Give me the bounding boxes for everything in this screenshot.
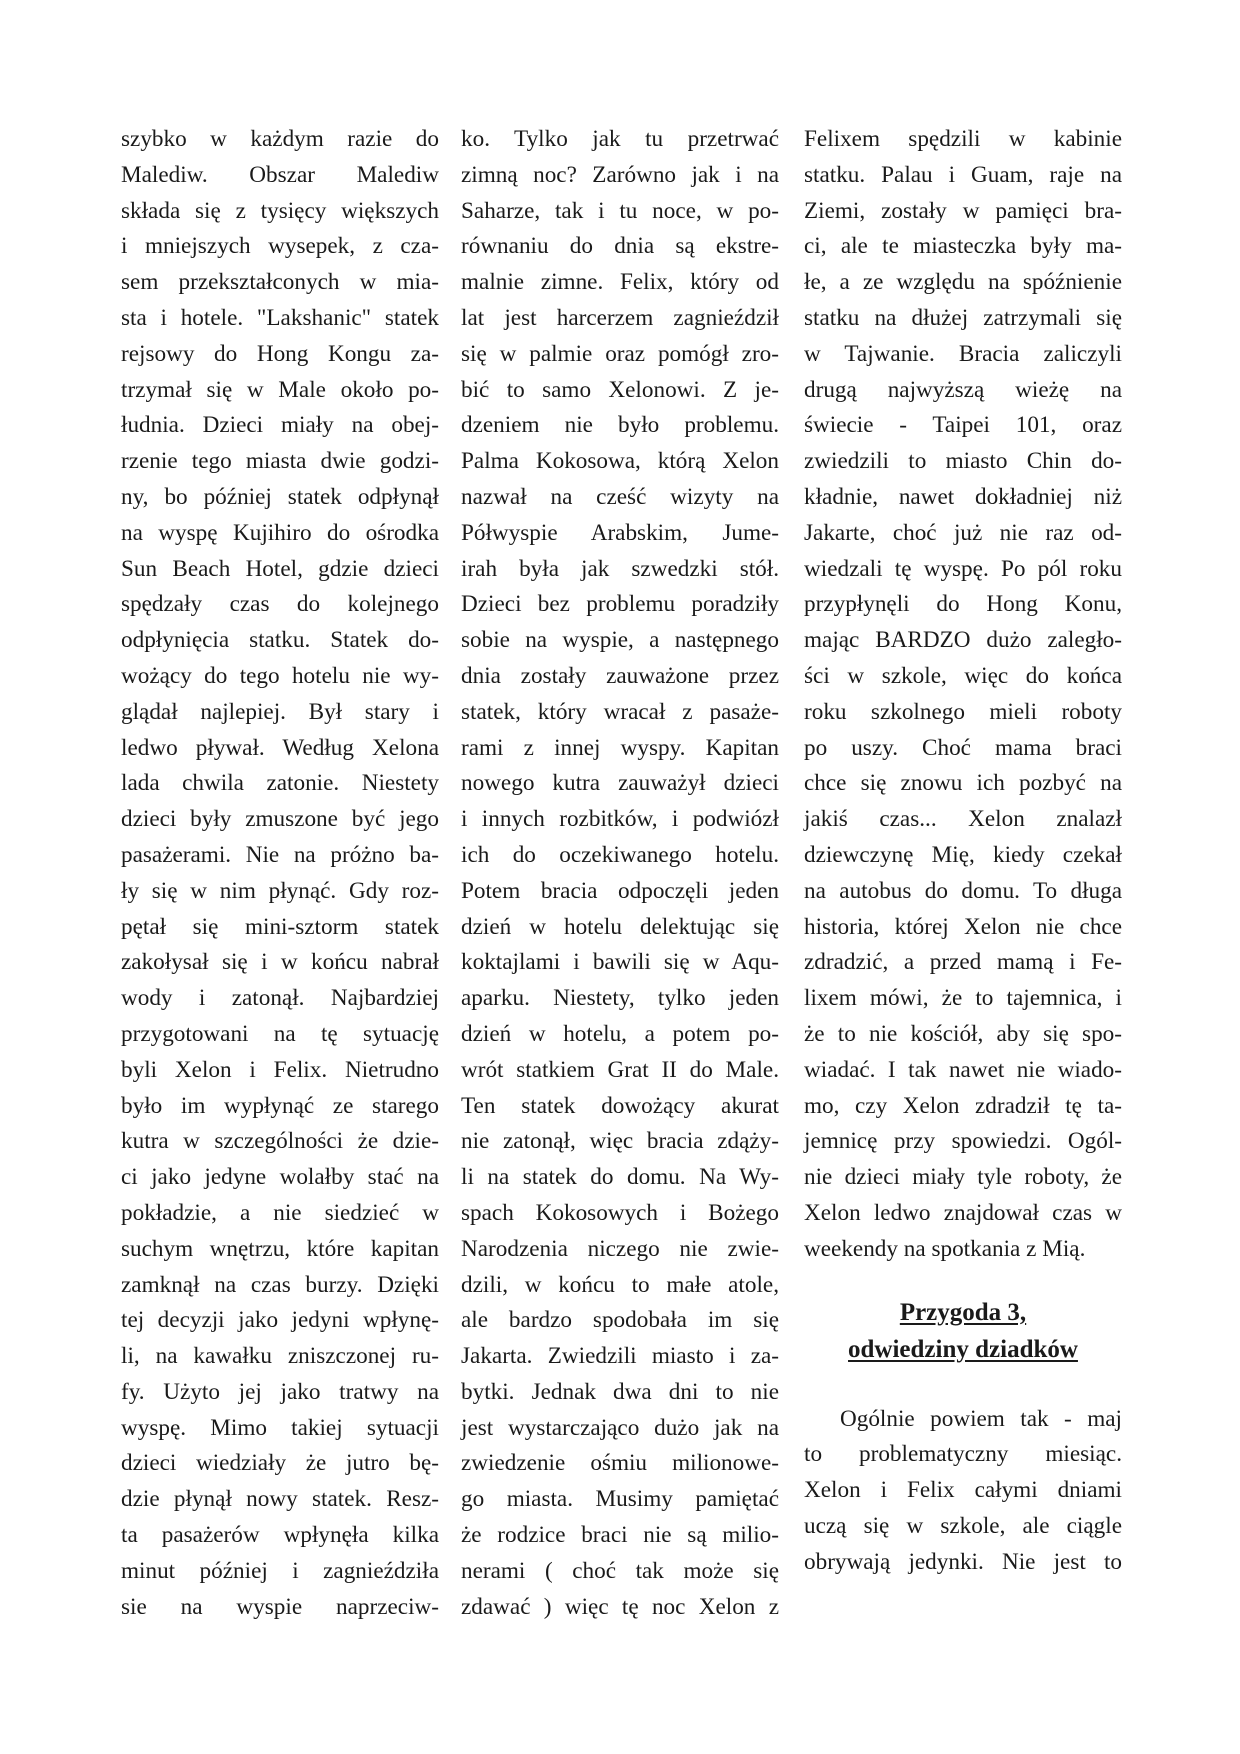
text-line: nie zatonął, więc bracia zdąży- bbox=[461, 1128, 779, 1155]
text-line: weekendy na spotkania z Mią. bbox=[804, 1235, 1086, 1262]
text-line: lixem mówi, że to tajemnica, i bbox=[804, 985, 1122, 1012]
text-line: Xelon i Felix całymi dniami bbox=[804, 1477, 1122, 1504]
text-line: lada chwila zatonie. Niestety bbox=[121, 770, 439, 797]
text-line: lat jest harcerzem zagnieździł bbox=[461, 304, 779, 331]
text-line: sobie na wyspie, a następnego bbox=[461, 627, 779, 654]
text-line: pokładzie, a nie siedzieć w bbox=[121, 1199, 439, 1226]
text-line: dzie płynął nowy statek. Resz- bbox=[121, 1486, 439, 1513]
text-line: ledwo pływał. Według Xelona bbox=[121, 734, 439, 761]
text-line: nowego kutra zauważył dzieci bbox=[461, 770, 779, 797]
text-line: zdawać ) więc tę noc Xelon z bbox=[461, 1593, 779, 1620]
text-line: że rodzice braci nie są milio- bbox=[461, 1522, 779, 1549]
text-line: na wyspę Kujihiro do ośrodka bbox=[121, 519, 439, 546]
text-line: zwiedzenie ośmiu milionowe- bbox=[461, 1450, 779, 1477]
text-line: na autobus do domu. To długa bbox=[804, 877, 1122, 904]
text-line: wiedzali tę wyspę. Po pól roku bbox=[804, 555, 1122, 582]
text-line: świecie - Taipei 101, oraz bbox=[804, 412, 1122, 439]
text-line: przypłynęli do Hong Konu, bbox=[804, 591, 1122, 618]
section-heading bbox=[804, 1294, 1122, 1368]
text-line: kładnie, nawet dokładniej niż bbox=[804, 483, 1122, 510]
text-line: ko. Tylko jak tu przetrwać bbox=[461, 126, 779, 152]
text-line: Felixem spędzili w kabinie bbox=[804, 126, 1122, 152]
text-line: spędzały czas do kolejnego bbox=[121, 591, 439, 618]
text-line: statku na dłużej zatrzymali się bbox=[804, 304, 1122, 331]
text-line: rzenie tego miasta dwie godzi- bbox=[121, 448, 439, 475]
text-line: Dzieci bez problemu poradziły bbox=[461, 591, 779, 618]
text-line: suchym wnętrzu, które kapitan bbox=[121, 1235, 439, 1262]
text-line: kutra w szczególności że dzie- bbox=[121, 1128, 439, 1155]
text-line: ale bardzo spodobała im się bbox=[461, 1307, 779, 1334]
text-line: uczą się w szkole, ale ciągle bbox=[804, 1512, 1122, 1539]
text-line: malnie zimne. Felix, który od bbox=[461, 269, 779, 296]
text-line: szybko w każdym razie do bbox=[121, 126, 439, 152]
text-line: sta i hotele. "Lakshanic" statek bbox=[121, 304, 439, 331]
text-column-3 bbox=[804, 122, 1122, 1580]
text-line: to problematyczny miesiąc. bbox=[804, 1441, 1122, 1468]
text-line: rami z innej wyspy. Kapitan bbox=[461, 734, 779, 761]
text-line: pasażerami. Nie na próżno ba- bbox=[121, 841, 439, 868]
text-line: spach Kokosowych i Bożego bbox=[461, 1199, 779, 1226]
text-line: Półwyspie Arabskim, Jume- bbox=[461, 519, 779, 546]
text-line: Potem bracia odpoczęli jeden bbox=[461, 877, 779, 904]
text-line: koktajlami i bawili się w Aqu- bbox=[461, 949, 779, 976]
text-line: dzieci były zmuszone być jego bbox=[121, 806, 439, 833]
text-line: Jakarta. Zwiedzili miasto i za- bbox=[461, 1343, 779, 1370]
text-line: zdradzić, a przed mamą i Fe- bbox=[804, 949, 1122, 976]
text-line: statku. Palau i Guam, raje na bbox=[804, 161, 1122, 188]
text-column-1 bbox=[121, 122, 439, 1625]
text-line: że to nie kościół, aby się spo- bbox=[804, 1020, 1122, 1047]
text-line: równaniu do dnia są ekstre- bbox=[461, 233, 779, 260]
text-line: po uszy. Choć mama braci bbox=[804, 734, 1122, 761]
text-line: zakołysał się i w końcu nabrał bbox=[121, 949, 439, 976]
text-line: Jakarte, choć już nie raz od- bbox=[804, 519, 1122, 546]
text-column-2 bbox=[461, 122, 779, 1625]
heading-line-2: odwiedziny dziadków bbox=[848, 1335, 1078, 1363]
text-line: ści w szkole, więc do końca bbox=[804, 662, 1122, 689]
text-line: zamknął na czas burzy. Dzięki bbox=[121, 1271, 439, 1298]
text-line: wrót statkiem Grat II do Male. bbox=[461, 1056, 779, 1083]
text-line: statek, który wracał z pasaże- bbox=[461, 698, 779, 725]
heading-line-1: Przygoda 3, bbox=[899, 1298, 1027, 1326]
text-line: chce się znowu ich pozbyć na bbox=[804, 770, 1122, 797]
text-line: dziewczynę Mię, kiedy czekał bbox=[804, 841, 1122, 868]
text-line: wożący do tego hotelu nie wy- bbox=[121, 662, 439, 689]
text-line: tej decyzji jako jedyni wpłynę- bbox=[121, 1307, 439, 1334]
text-line: ta pasażerów wpłynęła kilka bbox=[121, 1522, 439, 1549]
text-line: przygotowani na tę sytuację bbox=[121, 1020, 439, 1047]
text-line: w Tajwanie. Bracia zaliczyli bbox=[804, 340, 1122, 367]
text-line: minut później i zagnieździła bbox=[121, 1557, 439, 1584]
text-line: rejsowy do Hong Kongu za- bbox=[121, 340, 439, 367]
text-line: zwiedzili to miasto Chin do- bbox=[804, 448, 1122, 475]
text-line: ci, ale te miasteczka były ma- bbox=[804, 233, 1122, 260]
text-line: Narodzenia niczego nie zwie- bbox=[461, 1235, 779, 1262]
text-line: było im wypłynąć ze starego bbox=[121, 1092, 439, 1119]
text-line: bytki. Jednak dwa dni to nie bbox=[461, 1378, 779, 1405]
text-line: Ogólnie powiem tak - maj bbox=[840, 1405, 1122, 1432]
text-line: drugą najwyższą wieżę na bbox=[804, 376, 1122, 403]
text-line: go miasta. Musimy pamiętać bbox=[461, 1486, 779, 1513]
text-line: się w palmie oraz pomógł zro- bbox=[461, 340, 779, 367]
text-line: glądał najlepiej. Był stary i bbox=[121, 698, 439, 725]
text-line: odpłynięcia statku. Statek do- bbox=[121, 627, 439, 654]
text-line: łudnia. Dzieci miały na obej- bbox=[121, 412, 439, 439]
text-line: i innych rozbitków, i podwiózł bbox=[461, 806, 779, 833]
text-line: mając BARDZO dużo zaległo- bbox=[804, 627, 1122, 654]
text-line: jemnicę przy spowiedzi. Ogól- bbox=[804, 1128, 1122, 1155]
text-line: ły się w nim płynąć. Gdy roz- bbox=[121, 877, 439, 904]
text-line: pętał się mini-sztorm statek bbox=[121, 913, 439, 940]
text-line: ich do oczekiwanego hotelu. bbox=[461, 841, 779, 868]
text-line: sem przekształconych w mia- bbox=[121, 269, 439, 296]
text-line: łe, a ze względu na spóźnienie bbox=[804, 269, 1122, 296]
text-line: ci jako jedyne wolałby stać na bbox=[121, 1164, 439, 1191]
text-line: sie na wyspie naprzeciw- bbox=[121, 1593, 439, 1620]
text-line: Sun Beach Hotel, gdzie dzieci bbox=[121, 555, 439, 582]
text-line: składa się z tysięcy większych bbox=[121, 197, 439, 224]
text-line: wyspę. Mimo takiej sytuacji bbox=[121, 1414, 439, 1441]
text-line: Palma Kokosowa, którą Xelon bbox=[461, 448, 779, 475]
text-line: ny, bo później statek odpłynął bbox=[121, 483, 439, 510]
text-line: irah była jak szwedzki stół. bbox=[461, 555, 779, 582]
text-line: dzieci wiedziały że jutro bę- bbox=[121, 1450, 439, 1477]
text-line: aparku. Niestety, tylko jeden bbox=[461, 985, 779, 1012]
text-line: jakiś czas... Xelon znalazł bbox=[804, 806, 1122, 833]
text-line: nerami ( choć tak może się bbox=[461, 1557, 779, 1584]
text-line: dnia zostały zauważone przez bbox=[461, 662, 779, 689]
text-line: bić to samo Xelonowi. Z je- bbox=[461, 376, 779, 403]
text-line: Ziemi, zostały w pamięci bra- bbox=[804, 197, 1122, 224]
text-line: dzień w hotelu delektując się bbox=[461, 913, 779, 940]
text-line: li, na kawałku zniszczonej ru- bbox=[121, 1343, 439, 1370]
text-line: byli Xelon i Felix. Nietrudno bbox=[121, 1056, 439, 1083]
text-line: trzymał się w Male około po- bbox=[121, 376, 439, 403]
text-line: dzeniem nie było problemu. bbox=[461, 412, 779, 439]
text-line: zimną noc? Zarówno jak i na bbox=[461, 161, 779, 188]
text-line: roku szkolnego mieli roboty bbox=[804, 698, 1122, 725]
text-line: nazwał na cześć wizyty na bbox=[461, 483, 779, 510]
text-line: Saharze, tak i tu noce, w po- bbox=[461, 197, 779, 224]
text-line: li na statek do domu. Na Wy- bbox=[461, 1164, 779, 1191]
text-line: obrywają jedynki. Nie jest to bbox=[804, 1548, 1122, 1575]
text-line: dzili, w końcu to małe atole, bbox=[461, 1271, 779, 1298]
text-line: historia, której Xelon nie chce bbox=[804, 913, 1122, 940]
text-line: mo, czy Xelon zdradził tę ta- bbox=[804, 1092, 1122, 1119]
text-line: jest wystarczająco dużo jak na bbox=[461, 1414, 779, 1441]
text-line: nie dzieci miały tyle roboty, że bbox=[804, 1164, 1122, 1191]
text-line: wody i zatonął. Najbardziej bbox=[121, 985, 439, 1012]
text-line: dzień w hotelu, a potem po- bbox=[461, 1020, 779, 1047]
text-line: wiadać. I tak nawet nie wiado- bbox=[804, 1056, 1122, 1083]
text-line: Malediw. Obszar Malediw bbox=[121, 161, 439, 188]
text-line: fy. Użyto jej jako tratwy na bbox=[121, 1378, 439, 1405]
text-line: Xelon ledwo znajdował czas w bbox=[804, 1199, 1122, 1226]
text-line: i mniejszych wysepek, z cza- bbox=[121, 233, 439, 260]
text-line: Ten statek dowożący akurat bbox=[461, 1092, 779, 1119]
